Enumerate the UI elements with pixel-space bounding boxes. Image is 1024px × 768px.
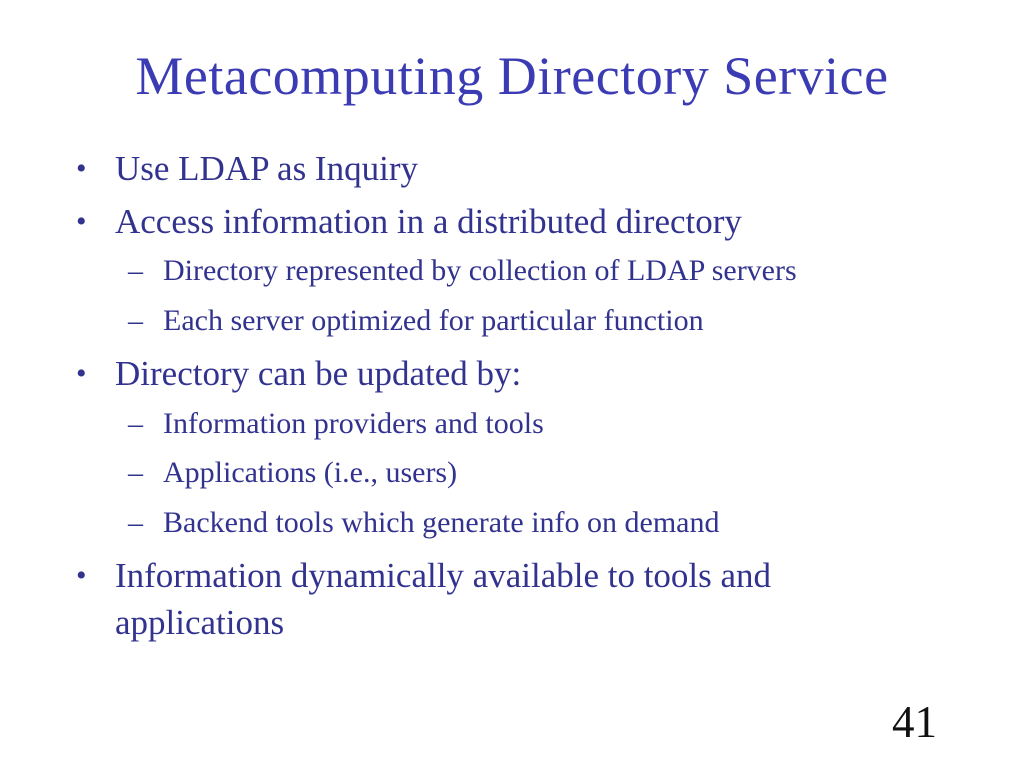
dash-icon: – (128, 303, 143, 337)
bullet-icon: • (76, 357, 87, 391)
slide-page-number: 41 (892, 697, 937, 747)
list-item (0, 552, 1024, 647)
dash-icon: – (128, 254, 143, 288)
list-item (0, 145, 1024, 192)
bullet-text: Information dynamically available to tools and applications (115, 556, 772, 643)
bullet-icon: • (76, 559, 87, 593)
dash-icon: – (128, 505, 143, 539)
bullet-text: Use LDAP as Inquiry (115, 148, 418, 188)
list-item (0, 301, 1024, 342)
bullet-text: Information providers and tools (163, 406, 544, 440)
bullet-text: Backend tools which generate info on demand (163, 505, 720, 539)
bullet-text: Directory represented by collection of LDAP servers (163, 254, 797, 288)
slide-title: Metacomputing Directory Service (135, 46, 889, 106)
dash-icon: – (128, 456, 143, 490)
list-item (0, 198, 1024, 245)
bullet-text: Applications (i.e., users) (163, 456, 458, 490)
bullet-icon: • (76, 151, 87, 185)
list-item (0, 404, 1024, 445)
list-item (0, 503, 1024, 544)
dash-icon: – (128, 406, 143, 440)
bullet-text: Access information in a distributed directory (115, 202, 742, 242)
bullet-text: Each server optimized for particular function (163, 303, 704, 337)
list-item (0, 350, 1024, 397)
list-item (0, 251, 1024, 292)
bullet-icon: • (76, 205, 87, 239)
list-item (0, 453, 1024, 494)
slide-body (0, 145, 1024, 647)
bullet-text: Directory can be updated by: (115, 354, 522, 394)
